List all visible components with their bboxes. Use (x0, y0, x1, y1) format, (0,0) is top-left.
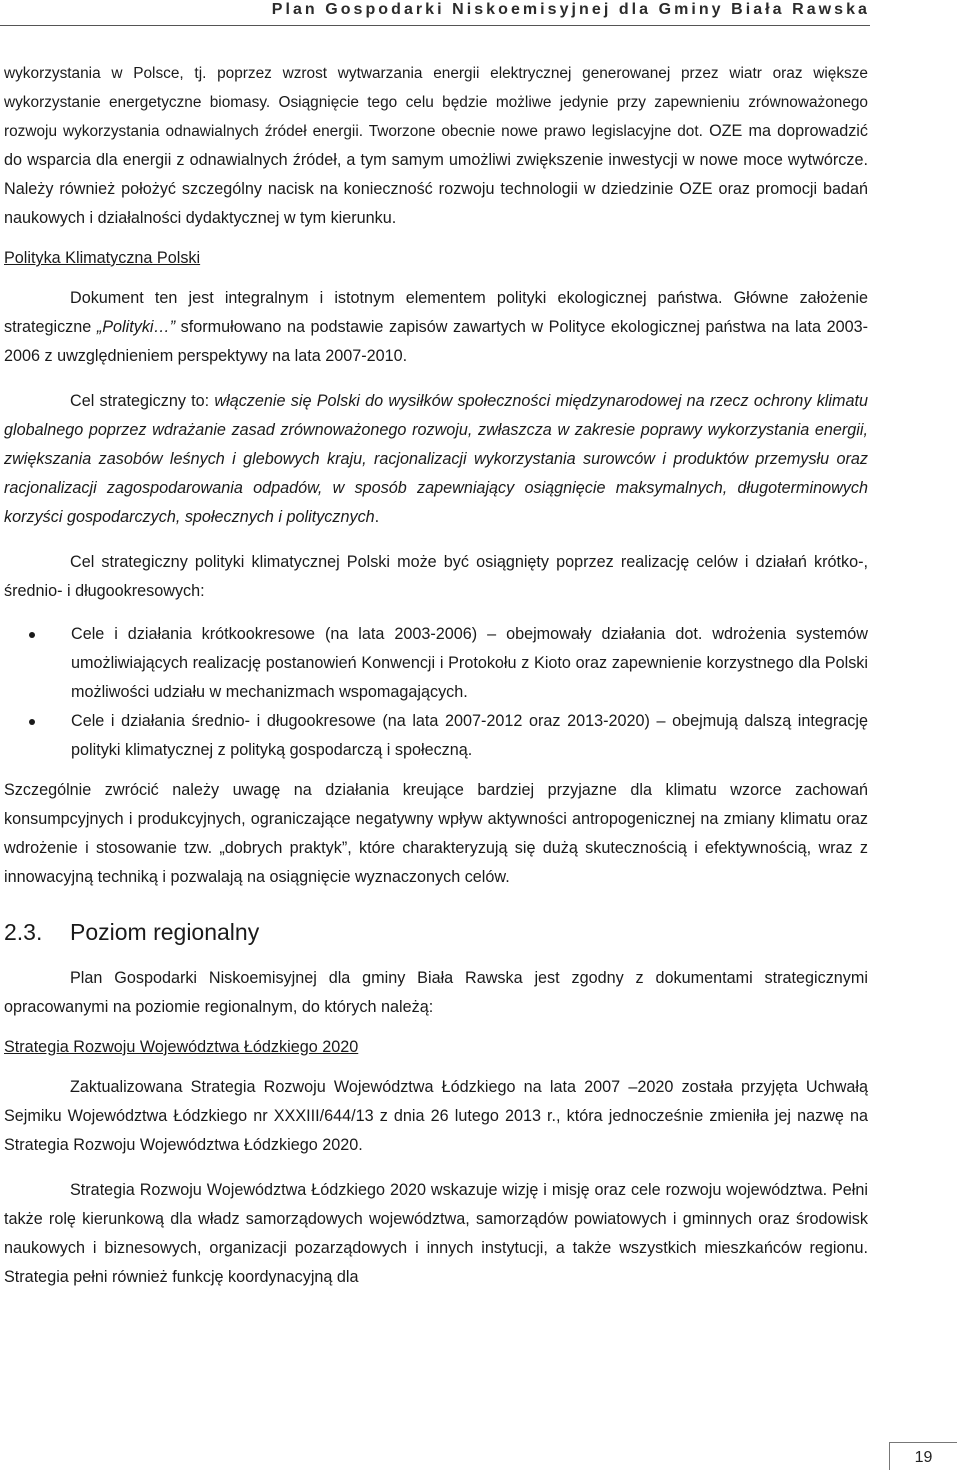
page-number: 19 (889, 1442, 957, 1470)
goals-list (4, 620, 868, 765)
regional-paragraph-2: Zaktualizowana Strategia Rozwoju Województwa Łódzkiego na lata 2007 –2020 została przyjęta Uchwałą Sejmiku Województwa Łódzkiego nr XXXIII/644/13 z dnia 26 lutego 2013 r., która jednocześnie zmieniła jej nazwę na Strategia Rozwoju Województwa Łódzkiego 2020. (4, 1078, 868, 1154)
section-heading (4, 916, 868, 948)
section-title: Poziom regionalny (70, 919, 260, 945)
goal-text: włączenie się Polski do wysiłków społeczności międzynarodowej na rzecz ochrony klimatu globalnego poprzez wdrażanie zasad zrównoważonego rozwoju, zwłaszcza w zakresie poprawy wykorzystania energii, zwiększania zasobów leśnych i glebowych kraju, racjonalizacji wykorzystania surowców i produktów przemysłu oraz racjonalizacji zagospodarowania odpadów, w sposób zapewniający osiągnięcie maksymalnych, długoterminowych korzyści gospodarczych, społecznych i politycznych (4, 392, 868, 526)
goal-end: . (374, 508, 380, 526)
page-header (0, 0, 870, 26)
list-item-text: Cele i działania średnio- i długookresowe (na lata 2007-2012 oraz 2013-2020) – obejmują dalszą integrację polityki klimatycznej z polityką gospodarczą i społeczną. (71, 712, 868, 759)
climate-policy-paragraph-4: Szczególnie zwrócić należy uwagę na działania kreujące bardziej przyjazne dla klimatu wzorce zachowań konsumpcyjnych i produkcyjnych, ograniczające negatywny wpływ aktywności antropogenicznej na zmiany klimatu oraz wdrożenie i stosowanie tzw. „dobrych praktyk”, które charakteryzują się dużą skutecznością i efektywnością, wraz z innowacyjną techniką i pozwalają na osiągnięcie wyznaczonych celów. (4, 781, 868, 886)
climate-policy-paragraph-1 (4, 284, 868, 371)
climate-policy-heading: Polityka Klimatyczna Polski (4, 249, 201, 267)
intro-text-arial: wykorzystania w Polsce, tj. poprzez wzrost wytwarzania energii elektrycznej generowanej przez wiatr oraz większe wykorzystanie energetyczne biomasy. Osiągnięcie tego celu będzie możliwe jedynie przy zapewnieniu zrównoważonego rozwoju wykorzystania odnawialnych źródeł energii. Tworzone obecnie nowe prawo legislacyjne dot. (4, 65, 868, 140)
p1-text-a: Dokument ten jest integralnym i istotnym elementem polityki ekologicznej państwa. Główne założenie strategiczne (4, 289, 868, 336)
strategy-heading: Strategia Rozwoju Województwa Łódzkiego 2020 (4, 1038, 359, 1056)
document-title: Plan Gospodarki Niskoemisyjnej dla Gminy Biała Rawska (271, 1, 870, 18)
bullet-icon (29, 632, 35, 638)
regional-paragraph-1: Plan Gospodarki Niskoemisyjnej dla gminy Biała Rawska jest zgodny z dokumentami strategicznymi opracowanymi na poziomie regionalnym, do których należą: (4, 969, 868, 1016)
list-item-text: Cele i działania krótkookresowe (na lata 2003-2006) – obejmowały działania dot. wdrożenia systemów umożliwiających realizację postanowień Konwencji i Protokołu z Kioto oraz zapewnienie korzystnego dla Polski możliwości udziału w mechanizmach wspomagających. (71, 625, 868, 701)
p1-text-b: sformułowano na podstawie zapisów zawartych w Polityce ekologicznej państwa na lata 2003-2006 z uwzględnieniem perspektywy na lata 2007-2010. (4, 318, 868, 365)
goal-label: Cel strategiczny to: (70, 392, 215, 410)
intro-text-continued: OZE ma doprowadzić do wsparcia dla energii z odnawialnych źródeł, a tym samym umożliwi zwiększenie inwestycji w nowe moce wytwórcze. (4, 122, 869, 169)
intro-paragraph (4, 59, 868, 233)
page-content (4, 59, 868, 1292)
list-item (4, 707, 868, 765)
section-number: 2.3. (4, 919, 43, 945)
intro-text-calibri: Należy również położyć szczególny nacisk na konieczność rozwoju technologii w dziedzinie OZE oraz promocji badań naukowych i działalności dydaktycznej w tym kierunku. (4, 180, 868, 227)
p1-italic-ref: „Polityki…” (96, 318, 176, 336)
list-item (4, 620, 868, 707)
climate-policy-paragraph-3: Cel strategiczny polityki klimatycznej Polski może być osiągnięty poprzez realizację celów i działań krótko-, średnio- i długookresowych: (4, 553, 868, 600)
regional-paragraph-3: Strategia Rozwoju Województwa Łódzkiego 2020 wskazuje wizję i misję oraz cele rozwoju województwa. Pełni także rolę kierunkową dla władz samorządowych województwa, samorządów powiatowych i gminnych oraz środowisk naukowych i biznesowych, organizacji pozarządowych i innych instytucji, a także wszystkich mieszkańców regionu. Strategia pełni również funkcję koordynacyjną dla (4, 1181, 868, 1286)
climate-policy-goal-paragraph (4, 387, 868, 532)
bullet-icon (29, 719, 35, 725)
